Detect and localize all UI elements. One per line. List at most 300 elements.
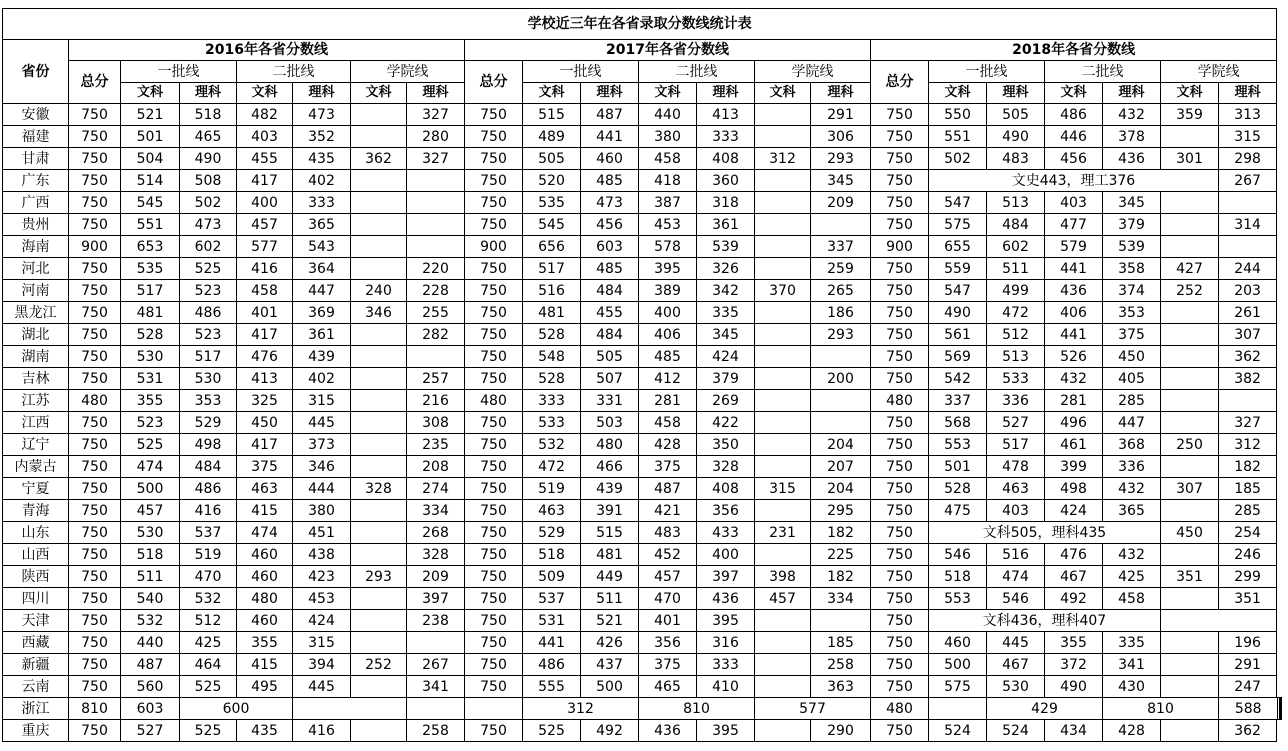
score-cell: 502 xyxy=(929,148,987,170)
score-cell: 517 xyxy=(180,346,237,368)
score-cell: 418 xyxy=(639,170,697,192)
score-cell: 750 xyxy=(871,632,929,654)
score-cell xyxy=(1161,610,1277,632)
score-cell: 478 xyxy=(987,456,1045,478)
score-cell: 528 xyxy=(121,324,180,346)
score-cell xyxy=(407,698,465,720)
score-cell: 315 xyxy=(293,632,351,654)
score-cell: 353 xyxy=(180,390,237,412)
score-cell: 316 xyxy=(697,632,755,654)
score-cell: 750 xyxy=(871,192,929,214)
score-cell: 441 xyxy=(581,126,639,148)
score-cell: 602 xyxy=(180,236,237,258)
score-cell: 588 xyxy=(1219,698,1278,720)
score-cell xyxy=(1161,632,1219,654)
score-cell xyxy=(755,368,811,390)
score-cell: 480 xyxy=(69,390,121,412)
score-cell: 530 xyxy=(121,522,180,544)
score-cell: 455 xyxy=(581,302,639,324)
score-cell: 410 xyxy=(697,676,755,698)
score-cell xyxy=(1161,126,1219,148)
score-cell: 346 xyxy=(351,302,407,324)
score-cell xyxy=(351,632,407,654)
score-cell: 299 xyxy=(1219,566,1277,588)
score-cell: 603 xyxy=(121,698,180,720)
score-cell: 473 xyxy=(293,104,351,126)
score-cell: 335 xyxy=(697,302,755,324)
score-cell: 481 xyxy=(581,544,639,566)
score-cell: 267 xyxy=(407,654,465,676)
score-cell: 334 xyxy=(811,588,871,610)
score-cell: 458 xyxy=(639,148,697,170)
table-row xyxy=(3,214,1282,236)
score-cell: 439 xyxy=(581,478,639,500)
score-cell: 445 xyxy=(293,412,351,434)
score-cell: 458 xyxy=(1103,588,1161,610)
score-cell: 569 xyxy=(929,346,987,368)
score-cell: 460 xyxy=(237,544,293,566)
score-cell: 408 xyxy=(697,148,755,170)
score-cell: 546 xyxy=(987,588,1045,610)
score-cell: 750 xyxy=(69,676,121,698)
score-cell: 293 xyxy=(811,324,871,346)
province-cell: 湖南 xyxy=(3,346,69,368)
score-cell: 750 xyxy=(871,478,929,500)
score-cell xyxy=(755,104,811,126)
score-cell: 750 xyxy=(871,104,929,126)
score-cell: 547 xyxy=(929,192,987,214)
score-cell: 750 xyxy=(69,148,121,170)
score-cell: 355 xyxy=(237,632,293,654)
score-cell: 282 xyxy=(407,324,465,346)
score-cell xyxy=(755,456,811,478)
score-cell xyxy=(351,588,407,610)
score-cell: 382 xyxy=(1219,368,1277,390)
score-cell: 487 xyxy=(121,654,180,676)
score-cell: 508 xyxy=(180,170,237,192)
score-cell: 559 xyxy=(929,258,987,280)
score-cell: 402 xyxy=(293,170,351,192)
score-cell: 416 xyxy=(237,258,293,280)
score-cell: 182 xyxy=(811,522,871,544)
score-cell: 372 xyxy=(1045,654,1103,676)
score-cell xyxy=(929,698,987,720)
score-cell: 362 xyxy=(1219,346,1277,368)
score-cell: 342 xyxy=(697,280,755,302)
score-cell xyxy=(755,126,811,148)
score-cell: 523 xyxy=(121,412,180,434)
score-cell: 450 xyxy=(237,412,293,434)
score-cell: 438 xyxy=(293,544,351,566)
score-cell: 433 xyxy=(697,522,755,544)
score-cell: 445 xyxy=(293,676,351,698)
score-cell: 356 xyxy=(639,632,697,654)
score-cell: 445 xyxy=(987,632,1045,654)
track-science: 理科 xyxy=(581,83,639,104)
score-cell: 182 xyxy=(1219,456,1277,478)
score-cell: 550 xyxy=(929,104,987,126)
score-cell xyxy=(755,390,811,412)
score-cell: 498 xyxy=(1045,478,1103,500)
score-cell: 203 xyxy=(1219,280,1277,302)
score-cell: 500 xyxy=(581,676,639,698)
score-cell xyxy=(351,258,407,280)
score-cell: 542 xyxy=(929,368,987,390)
province-cell: 辽宁 xyxy=(3,434,69,456)
score-cell: 453 xyxy=(639,214,697,236)
score-cell: 441 xyxy=(523,632,581,654)
score-cell: 403 xyxy=(987,500,1045,522)
score-cell: 356 xyxy=(697,500,755,522)
score-cell: 575 xyxy=(929,676,987,698)
score-cell: 472 xyxy=(523,456,581,478)
score-cell: 579 xyxy=(1045,236,1103,258)
score-cell: 750 xyxy=(871,676,929,698)
score-cell: 535 xyxy=(121,258,180,280)
score-cell: 399 xyxy=(1045,456,1103,478)
score-cell: 458 xyxy=(237,280,293,302)
score-cell: 750 xyxy=(465,720,523,742)
score-cell: 401 xyxy=(237,302,293,324)
score-cell: 530 xyxy=(987,676,1045,698)
college-header-2016: 学院线 xyxy=(351,61,465,83)
score-cell xyxy=(1280,698,1281,720)
title-row xyxy=(3,9,1282,40)
score-cell: 480 xyxy=(237,588,293,610)
score-cell: 437 xyxy=(581,654,639,676)
score-cell: 312 xyxy=(755,148,811,170)
year-header-row xyxy=(3,40,1282,61)
score-cell: 208 xyxy=(407,456,465,478)
score-cell: 499 xyxy=(987,280,1045,302)
province-cell: 内蒙古 xyxy=(3,456,69,478)
score-cell: 505 xyxy=(987,104,1045,126)
score-cell: 333 xyxy=(293,192,351,214)
batch1-header-2018: 一批线 xyxy=(929,61,1045,83)
score-cell: 487 xyxy=(639,478,697,500)
score-cell xyxy=(407,214,465,236)
score-cell: 505 xyxy=(523,148,581,170)
score-cell: 380 xyxy=(639,126,697,148)
score-cell: 447 xyxy=(1103,412,1161,434)
score-cell xyxy=(407,632,465,654)
score-cell: 502 xyxy=(180,192,237,214)
score-cell: 655 xyxy=(929,236,987,258)
province-cell: 山西 xyxy=(3,544,69,566)
score-cell xyxy=(1161,236,1219,258)
score-cell: 337 xyxy=(929,390,987,412)
score-cell: 451 xyxy=(293,522,351,544)
score-cell: 525 xyxy=(180,258,237,280)
score-cell: 750 xyxy=(871,412,929,434)
score-cell: 750 xyxy=(871,280,929,302)
score-cell: 528 xyxy=(523,324,581,346)
score-cell: 417 xyxy=(237,434,293,456)
score-cell: 406 xyxy=(639,324,697,346)
score-cell: 435 xyxy=(293,148,351,170)
score-cell: 472 xyxy=(987,302,1045,324)
score-cell: 293 xyxy=(351,566,407,588)
batch1-header-2016: 一批线 xyxy=(121,61,237,83)
score-cell: 750 xyxy=(871,302,929,324)
province-cell: 四川 xyxy=(3,588,69,610)
province-cell: 湖北 xyxy=(3,324,69,346)
score-cell: 457 xyxy=(121,500,180,522)
score-cell: 306 xyxy=(811,126,871,148)
score-cell: 547 xyxy=(929,280,987,302)
table-row xyxy=(3,192,1282,214)
score-cell: 467 xyxy=(987,654,1045,676)
score-cell: 417 xyxy=(237,324,293,346)
score-cell: 207 xyxy=(811,456,871,478)
score-cell: 490 xyxy=(180,148,237,170)
score-cell: 481 xyxy=(523,302,581,324)
score-cell xyxy=(755,170,811,192)
score-cell: 452 xyxy=(639,544,697,566)
score-cell: 463 xyxy=(987,478,1045,500)
score-cell: 750 xyxy=(69,258,121,280)
score-cell: 334 xyxy=(407,500,465,522)
score-cell: 480 xyxy=(581,434,639,456)
score-cell: 900 xyxy=(871,236,929,258)
score-cell xyxy=(351,720,407,742)
province-cell: 天津 xyxy=(3,610,69,632)
track-science: 理科 xyxy=(1103,83,1161,104)
table-row xyxy=(3,544,1282,566)
score-cell: 489 xyxy=(523,126,581,148)
province-cell: 宁夏 xyxy=(3,478,69,500)
score-cell: 258 xyxy=(407,720,465,742)
score-cell: 280 xyxy=(407,126,465,148)
score-cell: 359 xyxy=(1161,104,1219,126)
score-cell: 750 xyxy=(69,588,121,610)
score-cell: 228 xyxy=(407,280,465,302)
score-cell: 496 xyxy=(1045,412,1103,434)
score-cell: 473 xyxy=(581,192,639,214)
score-cell: 307 xyxy=(1161,478,1219,500)
score-cell: 483 xyxy=(639,522,697,544)
score-cell: 900 xyxy=(465,236,523,258)
score-cell: 518 xyxy=(929,566,987,588)
table-row xyxy=(3,170,1282,192)
score-cell xyxy=(755,192,811,214)
score-cell: 345 xyxy=(811,170,871,192)
score-cell: 750 xyxy=(465,346,523,368)
score-cell: 430 xyxy=(1103,676,1161,698)
score-cell: 513 xyxy=(987,346,1045,368)
score-cell: 750 xyxy=(69,302,121,324)
score-cell: 415 xyxy=(237,500,293,522)
score-cell xyxy=(1161,456,1219,478)
score-cell: 750 xyxy=(69,478,121,500)
table-row xyxy=(3,434,1282,456)
score-cell: 244 xyxy=(1219,258,1277,280)
province-cell: 甘肃 xyxy=(3,148,69,170)
score-cell: 397 xyxy=(407,588,465,610)
score-cell: 406 xyxy=(1045,302,1103,324)
score-cell: 281 xyxy=(1045,390,1103,412)
score-cell: 361 xyxy=(697,214,755,236)
score-cell: 269 xyxy=(697,390,755,412)
total-header-2018: 总分 xyxy=(871,61,929,104)
province-cell: 新疆 xyxy=(3,654,69,676)
score-cell xyxy=(811,214,871,236)
table-row xyxy=(3,676,1282,698)
score-cell: 750 xyxy=(871,588,929,610)
score-cell xyxy=(1161,412,1219,434)
score-cell xyxy=(351,346,407,368)
table-row xyxy=(3,500,1282,522)
score-cell: 543 xyxy=(293,236,351,258)
score-cell: 477 xyxy=(1045,214,1103,236)
score-cell: 285 xyxy=(1103,390,1161,412)
score-cell: 247 xyxy=(1219,676,1277,698)
score-cell: 750 xyxy=(465,368,523,390)
score-cell: 268 xyxy=(407,522,465,544)
score-cell: 375 xyxy=(639,654,697,676)
score-cell: 750 xyxy=(871,148,929,170)
score-cell: 447 xyxy=(293,280,351,302)
score-cell: 525 xyxy=(121,434,180,456)
score-cell: 259 xyxy=(811,258,871,280)
score-cell: 527 xyxy=(987,412,1045,434)
score-cell xyxy=(351,610,407,632)
track-arts: 文科 xyxy=(121,83,180,104)
score-cell: 750 xyxy=(465,522,523,544)
province-cell: 河南 xyxy=(3,280,69,302)
score-cell xyxy=(351,324,407,346)
score-cell: 325 xyxy=(237,390,293,412)
score-cell: 810 xyxy=(1103,698,1219,720)
score-cell: 533 xyxy=(523,412,581,434)
score-cell: 511 xyxy=(581,588,639,610)
score-cell: 750 xyxy=(69,214,121,236)
score-cell: 460 xyxy=(581,148,639,170)
score-cell: 363 xyxy=(811,676,871,698)
score-cell xyxy=(755,258,811,280)
score-cell: 750 xyxy=(69,654,121,676)
score-cell xyxy=(1219,192,1277,214)
score-cell: 603 xyxy=(581,236,639,258)
score-cell: 600 xyxy=(180,698,293,720)
score-cell: 295 xyxy=(811,500,871,522)
score-cell: 509 xyxy=(523,566,581,588)
score-cell xyxy=(755,544,811,566)
table-row xyxy=(3,126,1282,148)
score-cell: 750 xyxy=(465,456,523,478)
score-cell xyxy=(755,302,811,324)
score-cell: 281 xyxy=(639,390,697,412)
score-cell: 460 xyxy=(237,566,293,588)
score-cell xyxy=(351,170,407,192)
score-cell: 291 xyxy=(811,104,871,126)
score-cell: 364 xyxy=(293,258,351,280)
score-cell: 463 xyxy=(237,478,293,500)
score-cell: 182 xyxy=(811,566,871,588)
score-cell: 432 xyxy=(1103,104,1161,126)
score-cell: 516 xyxy=(987,544,1045,566)
table-row xyxy=(3,368,1282,390)
score-cell: 750 xyxy=(465,412,523,434)
score-cell: 750 xyxy=(465,148,523,170)
score-cell: 568 xyxy=(929,412,987,434)
score-cell: 486 xyxy=(180,302,237,324)
score-cell: 265 xyxy=(811,280,871,302)
track-arts: 文科 xyxy=(351,83,407,104)
score-cell: 810 xyxy=(639,698,755,720)
score-cell: 204 xyxy=(811,434,871,456)
score-cell: 517 xyxy=(987,434,1045,456)
score-cell: 533 xyxy=(987,368,1045,390)
score-cell: 373 xyxy=(293,434,351,456)
track-arts: 文科 xyxy=(1045,83,1103,104)
score-cell: 539 xyxy=(697,236,755,258)
score-cell: 267 xyxy=(1219,170,1277,192)
total-header-2017: 总分 xyxy=(465,61,523,104)
score-cell: 333 xyxy=(697,126,755,148)
score-cell: 750 xyxy=(465,434,523,456)
score-cell xyxy=(1161,214,1219,236)
score-cell xyxy=(755,236,811,258)
table-row xyxy=(3,720,1282,742)
score-cell: 401 xyxy=(639,610,697,632)
score-cell: 750 xyxy=(465,478,523,500)
score-cell xyxy=(1161,676,1219,698)
score-cell: 308 xyxy=(407,412,465,434)
score-cell: 436 xyxy=(639,720,697,742)
track-header-row xyxy=(3,83,1282,104)
score-cell: 503 xyxy=(581,412,639,434)
table-row xyxy=(3,456,1282,478)
score-cell: 449 xyxy=(581,566,639,588)
score-cell: 750 xyxy=(871,566,929,588)
score-cell xyxy=(351,368,407,390)
score-cell: 750 xyxy=(465,676,523,698)
table-row xyxy=(3,412,1282,434)
province-cell: 福建 xyxy=(3,126,69,148)
score-cell: 525 xyxy=(180,676,237,698)
score-cell: 369 xyxy=(293,302,351,324)
score-cell: 290 xyxy=(811,720,871,742)
score-cell: 312 xyxy=(1219,434,1277,456)
score-cell: 470 xyxy=(639,588,697,610)
score-cell: 238 xyxy=(407,610,465,632)
score-cell xyxy=(1161,302,1219,324)
score-cell: 484 xyxy=(581,324,639,346)
score-cell: 252 xyxy=(351,654,407,676)
score-cell: 394 xyxy=(293,654,351,676)
score-cell xyxy=(755,654,811,676)
score-cell: 378 xyxy=(1103,126,1161,148)
score-cell: 750 xyxy=(465,654,523,676)
score-cell: 422 xyxy=(697,412,755,434)
admission-score-table xyxy=(2,8,1282,742)
score-cell: 307 xyxy=(1219,324,1277,346)
province-cell: 陕西 xyxy=(3,566,69,588)
score-cell: 326 xyxy=(697,258,755,280)
batch1-header-2017: 一批线 xyxy=(523,61,639,83)
score-cell xyxy=(1161,192,1219,214)
score-cell: 480 xyxy=(465,390,523,412)
table-row xyxy=(3,104,1282,126)
score-cell: 209 xyxy=(407,566,465,588)
score-cell: 516 xyxy=(523,280,581,302)
province-cell: 吉林 xyxy=(3,368,69,390)
score-cell: 501 xyxy=(929,456,987,478)
score-cell: 750 xyxy=(69,324,121,346)
score-cell: 391 xyxy=(581,500,639,522)
score-cell: 505 xyxy=(581,346,639,368)
